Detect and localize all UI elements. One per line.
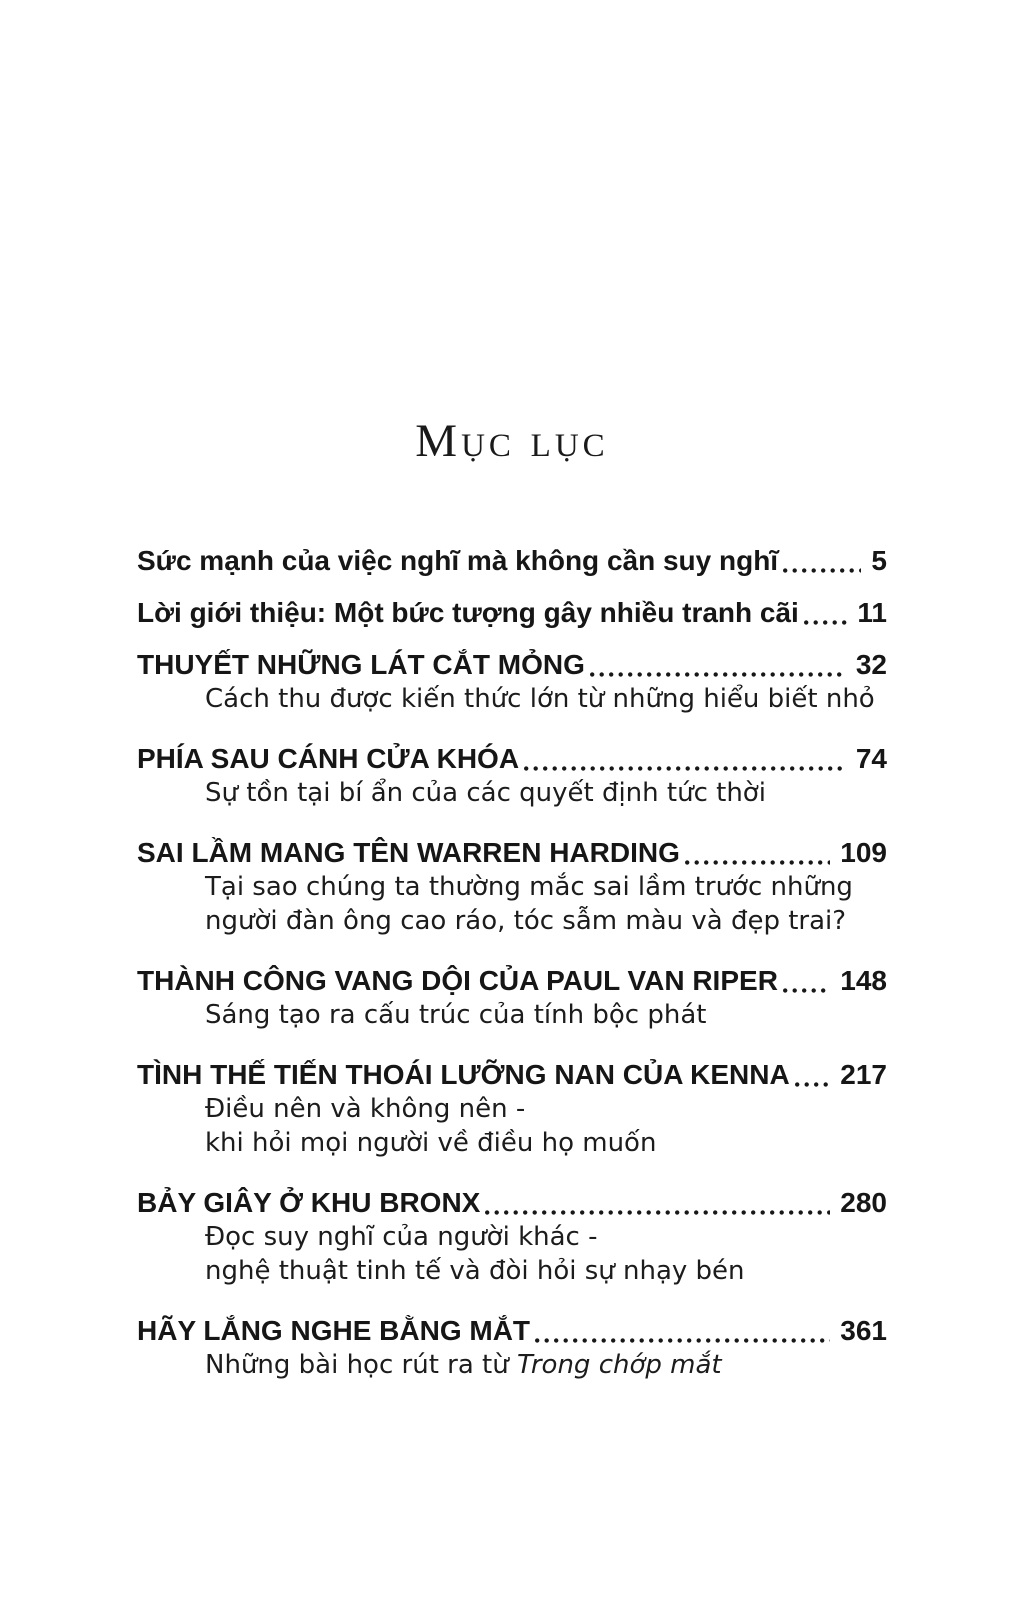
chapter-subtitle: Đọc suy nghĩ của người khác - bbox=[205, 1222, 598, 1252]
chapter-subtitle: Sự tồn tại bí ẩn của các quyết định tức thời bbox=[205, 778, 766, 808]
dot-leader bbox=[535, 1338, 830, 1343]
dot-leader bbox=[485, 1210, 830, 1215]
chapter-subtitle-prefix: Những bài học rút ra từ bbox=[205, 1350, 517, 1380]
chapter-subtitle: nghệ thuật tinh tế và đòi hỏi sự nhạy bén bbox=[205, 1256, 745, 1286]
page-title: Mục lục bbox=[415, 415, 609, 467]
chapter-title: THUYẾT NHỮNG LÁT CẮT MỎNG bbox=[137, 649, 585, 680]
chapter-subtitle: Sáng tạo ra cấu trúc của tính bộc phát bbox=[205, 1000, 707, 1030]
dot-leader bbox=[804, 620, 848, 625]
chapter-subtitle: Điều nên và không nên - bbox=[205, 1094, 526, 1124]
toc-chapter-row bbox=[137, 648, 887, 682]
chapter-page-number: 109 bbox=[840, 837, 887, 868]
chapter-subtitle: Cách thu được kiến thức lớn từ những hiểu biết nhỏ bbox=[205, 684, 875, 714]
toc-entry-page-number: 5 bbox=[871, 545, 887, 576]
chapter-title: HÃY LẮNG NGHE BẰNG MẮT bbox=[137, 1315, 531, 1346]
chapter-page-number: 217 bbox=[840, 1059, 887, 1090]
dot-leader bbox=[685, 860, 830, 865]
toc-chapter-kenna bbox=[137, 1058, 887, 1160]
dot-leader bbox=[795, 1082, 831, 1087]
toc-entry-label: Sức mạnh của việc nghĩ mà không cần suy nghĩ bbox=[137, 545, 779, 576]
chapter-title: BẢY GIÂY Ở KHU BRONX bbox=[137, 1187, 481, 1218]
toc-chapter-listen-with-eyes bbox=[137, 1314, 887, 1382]
toc-chapter-row bbox=[137, 1314, 887, 1348]
toc-entry-label: Lời giới thiệu: Một bức tượng gây nhiều tranh cãi bbox=[137, 597, 799, 628]
chapter-page-number: 280 bbox=[840, 1187, 887, 1218]
chapter-title: SAI LẦM MANG TÊN WARREN HARDING bbox=[137, 837, 680, 868]
chapter-page-number: 32 bbox=[855, 649, 887, 680]
toc-entry-power-of-thinking bbox=[137, 544, 887, 578]
dot-leader bbox=[590, 672, 846, 677]
chapter-subtitle: khi hỏi mọi người về điều họ muốn bbox=[205, 1128, 657, 1158]
chapter-subtitle: người đàn ông cao ráo, tóc sẫm màu và đẹp trai? bbox=[205, 906, 847, 936]
chapter-subtitle: Tại sao chúng ta thường mắc sai lầm trước những bbox=[205, 872, 853, 902]
toc-chapter-bronx bbox=[137, 1186, 887, 1288]
toc-chapter-warren-harding bbox=[137, 836, 887, 938]
toc-chapter-locked-door bbox=[137, 742, 887, 810]
dot-leader bbox=[524, 766, 846, 771]
chapter-page-number: 148 bbox=[840, 965, 887, 996]
chapter-title: THÀNH CÔNG VANG DỘI CỦA PAUL VAN RIPER bbox=[137, 965, 778, 996]
toc-chapter-paul-van-riper bbox=[137, 964, 887, 1032]
chapter-page-number: 361 bbox=[840, 1315, 887, 1346]
toc-chapter-row bbox=[137, 964, 887, 998]
chapter-page-number: 74 bbox=[855, 743, 887, 774]
chapter-subtitle bbox=[137, 1348, 887, 1382]
toc-entry-page-number: 11 bbox=[857, 597, 887, 628]
toc-entry-introduction bbox=[137, 596, 887, 630]
toc-chapter-row bbox=[137, 1186, 887, 1220]
toc-chapter-row bbox=[137, 1058, 887, 1092]
chapter-title: TÌNH THẾ TIẾN THOÁI LƯỠNG NAN CỦA KENNA bbox=[137, 1059, 790, 1090]
toc-chapter-row bbox=[137, 836, 887, 870]
chapter-subtitle-book-title: Trong chớp mắt bbox=[516, 1350, 722, 1380]
toc-chapter-row bbox=[137, 742, 887, 776]
toc-chapter-thin-slicing bbox=[137, 648, 887, 716]
dot-leader bbox=[783, 568, 861, 573]
chapter-title: PHÍA SAU CÁNH CỬA KHÓA bbox=[137, 743, 520, 774]
dot-leader bbox=[783, 988, 830, 993]
